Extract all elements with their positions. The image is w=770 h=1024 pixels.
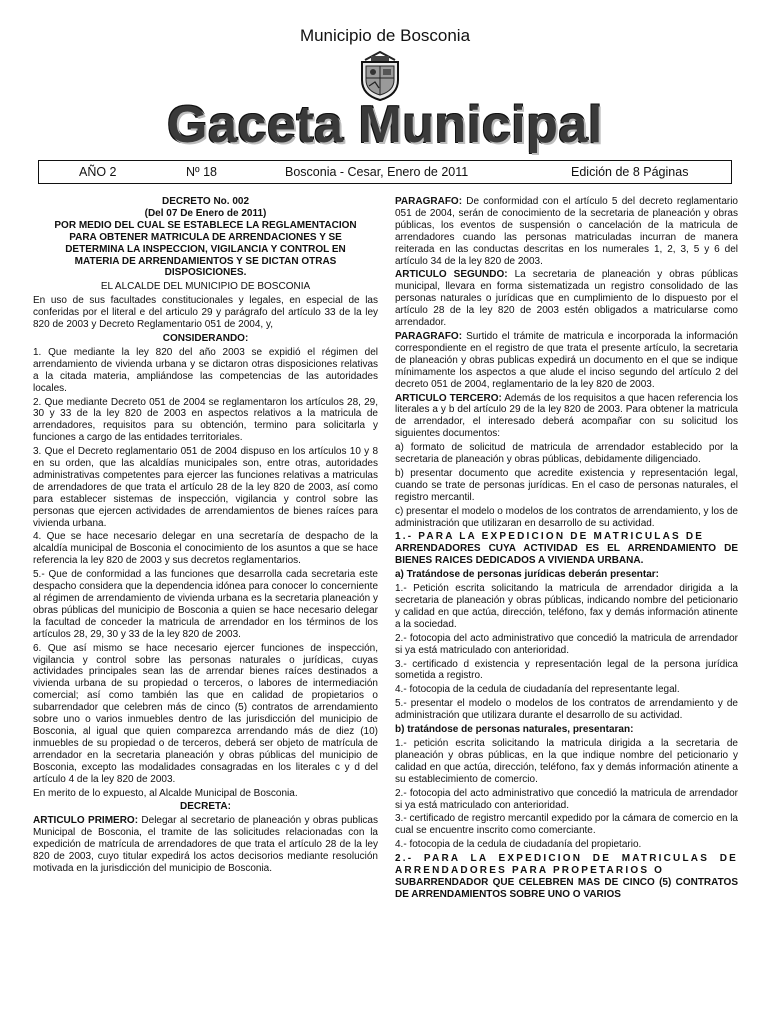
mayor-heading: EL ALCALDE DEL MUNICIPIO DE BOSCONIA <box>100 281 311 293</box>
section-2-heading-cont: SUBARRENDADOR QUE CELEBREN MAS DE CINCO (5) CONTRATOS DE ARRENDAMIENTOS SOBRE UNO O VARIOS <box>395 876 738 900</box>
considerando-2: 2. Que mediante Decreto 051 de 2004 se reglamentaron los artículos 28, 29, 30 y 33 de la ley 820 de 2003 en aspectos relativos a la matricula de arrendadores, requisitos para su obtención, termino para solicitarla y funciones a cargo de las entidades territoriales. <box>33 396 378 444</box>
municipality-name: Municipio de Bosconia <box>299 26 471 45</box>
requirement-a: a) formato de solicitud de matricula de arrendador establecido por la secretaria de planeación y obras públicas, debidamente diligenciado. <box>395 442 738 466</box>
considerando-1: 1. Que mediante la ley 820 del año 2003 se expidió el régimen del arrendamiento de vivienda urbana y se dictaron otras disposiciones relativas a la citada materia, ampliándose las competencias de las autoridades locales. <box>33 346 378 394</box>
newspaper-title: Gaceta Municipal <box>167 96 603 154</box>
paragraph-1 <box>395 196 738 267</box>
natural-persons-item-3: 3.- certificado de registro mercantil expedido por la cámara de comercio en la cual se encuentre inscrito como comerciante. <box>395 813 738 837</box>
issue-place-date: Bosconia - Cesar, Enero de 2011 <box>285 165 469 179</box>
paragraph-1-label: PARAGRAFO: <box>395 196 463 207</box>
article-3 <box>395 393 738 441</box>
issue-info-bar <box>38 160 732 184</box>
article-1-text: Delegar al secretario de planeación y obras publicas Municipal de Bosconia, el tramite de las solicitudes relacionadas con la expedición de matrícula de arrendadores de que trata el artículo 28 de la ley 820 de 2003, cuyo titular expedirá los actos decisorios mediante resolución motivada en la jurisdicción del municipio de Bosconia. <box>33 815 378 874</box>
considerando-3: 3. Que el Decreto reglamentario 051 de 2004 dispuso en los artículos 10 y 8 en su orden, que las alcaldías municipales son, entre otras, autoridades administrativas competentes para ejercer las funciones relativas a matriculas de arrendadores de que trata el artículo 28 de la ley 820 de 2003, así como para establecer sistemas de inspección, vigilancia y control sobre las personas que ejercen actividades de arrendamientos de bienes raíces para vivienda urbana. <box>33 446 378 529</box>
legal-persons-heading: a) Tratándose de personas jurídicas deberán presentar: <box>395 569 659 581</box>
decree-date: (Del 07 De Enero de 2011) <box>144 207 267 219</box>
legal-persons-item-2: 2.- fotocopia del acto administrativo que concedió la matricula de arrendador si ya está matriculado con anterioridad. <box>395 632 738 656</box>
section-1-heading-cont: ARRENDADORES CUYA ACTIVIDAD ES EL ARRENDAMIENTO DE BIENES RAICES DEDICADOS A VIVIENDA URBANA. <box>395 543 738 567</box>
issue-edition: Edición de 8 Páginas <box>571 165 689 179</box>
legal-persons-item-1: 1.- Petición escrita solicitando la matricula de arrendador dirigida a la secretaria de planeación y obras públicas, indicando nombre del peticionario y calidad en que actúa, dirección, teléfono, fax y demás información atinente a la sociedad. <box>395 583 738 630</box>
issue-number: Nº 18 <box>186 165 217 179</box>
natural-persons-item-1: 1.- petición escrita solicitando la matricula dirigida a la secretaria de planeación y obras públicas, en la que indique nombre del peticionario y calidad en que actúa, dirección, teléfono, fax y demás información atinente a su establecimiento de comercio. <box>395 737 738 785</box>
section-2-heading: 2.- PARA LA EXPEDICION DE MATRICULAS DE ARRENDADORES PARA PROPETARIOS O <box>395 853 738 877</box>
legal-persons-item-3: 3.- certificado d existencia y representación legal de la persona jurídica sometida a registro. <box>395 658 738 682</box>
article-1 <box>33 815 378 875</box>
legal-persons-item-4: 4.- fotocopia de la cedula de ciudadanía del representante legal. <box>395 684 680 696</box>
merit-paragraph: En merito de lo expuesto, al Alcalde Municipal de Bosconia. <box>33 787 298 799</box>
decree-subject: POR MEDIO DEL CUAL SE ESTABLECE LA REGLAMENTACION PARA OBTENER MATRICULA DE ARRENDACIONES Y SE DETERMINA LA INSPECCION, VIGILANCIA Y CONTROL EN MATERIA DE ARRENDAMIENTOS Y SE DICTAN OTRAS DISPOSICIONES. <box>54 219 357 279</box>
natural-persons-item-2: 2.- fotocopia del acto administrativo que concedió la matricula de arrendador si ya está matriculado con anterioridad. <box>395 787 738 811</box>
paragraph-2-label: PARAGRAFO: <box>395 330 463 342</box>
article-2-text: La secretaria de planeación y obras públicas municipal, llevara en forma sistematizada un registro consolidado de las personas naturales o jurídicas que en cumplimiento de lo dispuesto por el artículo 28 de la ley 820 de 2003 estén obligados a matricularse como arrendador. <box>395 269 738 329</box>
article-3-label: ARTICULO TERCERO: <box>395 392 502 404</box>
considerando-heading: CONSIDERANDO: <box>162 332 249 344</box>
article-1-label: ARTICULO PRIMERO: <box>33 815 139 827</box>
natural-persons-item-4: 4.- fotocopia de la cedula de ciudadanía del propietario. <box>395 839 642 851</box>
left-column <box>33 196 378 877</box>
article-2-label: ARTICULO SEGUNDO: <box>395 269 508 281</box>
article-3-text: Además de los requisitos a que hacen referencia los literales a y b del artículo 29 de la ley 820 de 2003. Para obtener la matricula de arrendador, el interesado deberá acompañar con su solicitud los siguientes documentos: <box>395 392 738 440</box>
paragraph-1-text: De conformidad con el artículo 5 del decreto reglamentario 051 de 2004, serán de conocimiento de la secretaria de planeación y obras públicas, los eventos de suspensión o cancelación de la matricula de arrendadores cuando las personas matriculadas incurran de manera reiterada en las conductas descritas en los numerales 1, 2, 3, 5 y 6 del artículo 34 de la ley 820 de 2003. <box>395 196 738 267</box>
requirement-b: b) presentar documento que acredite existencia y representación legal, cuando se trate de personas jurídicas. En el caso de personas naturales, el registro mercantil. <box>395 467 738 503</box>
paragraph-2 <box>395 331 738 391</box>
issue-year: AÑO 2 <box>79 165 117 179</box>
decreta-heading: DECRETA: <box>180 801 231 813</box>
natural-persons-heading: b) tratándose de personas naturales, presentaran: <box>395 724 634 736</box>
considerando-4: 4. Que se hace necesario delegar en una secretaría de despacho de la alcaldía municipal de Bosconia el conocimiento de los asuntos a que se hace referencia la ley 820 de 2003 y sus decretos reglamentarios. <box>33 531 378 567</box>
right-column <box>395 196 738 901</box>
legal-persons-item-5: 5.- presentar el modelo o modelos de los contratos de arrendamiento y de administración que utilizara durante el desarrollo de su actividad. <box>395 698 738 722</box>
considerando-6: 6. Que así mismo se hace necesario ejercer funciones de inspección, vigilancia y control sobre las personas naturales o jurídicas, cuyas actividades principales sean las de arrendar bienes raíces destinados a vivienda urbana de su propiedad o terceros, o labores de intermediación comercial; así como también las que en calidad de propietarios o subarrendador que celebren más de cinco (5) contratos de arrendamiento sobre uno o varios inmuebles dentro de las jurisdicción del municipio de Bosconia, al igual que quien comparezca arrendando más de diez (10) inmuebles de su propiedad o de terceros, deberá ser objeto de matrícula de arrendador en la secretaria planeación y obras públicas del municipio de Bosconia, excepto las modalidades consagradas en los literales c y d del artículo 4 de la ley 820 de 2003. <box>33 642 378 785</box>
requirement-c: c) presentar el modelo o modelos de los contratos de arrendamiento, y los de administración que utilizaran en desarrollo de su actividad. <box>395 505 738 529</box>
faculties-paragraph: En uso de sus facultades constitucionales y legales, en especial de las conferidas por el literal e del articulo 29 y parágrafo del artículo 33 de la ley 820 de 2003 y Decreto Reglamentario 051 de 2004, y, <box>33 295 378 331</box>
paragraph-2-text: Surtido el trámite de matricula e incorporada la información correspondiente en el registro de que trata el presente artículo, la secretaria de planeación y obras publicas expedirá un documento en el que se indique mínimamente los aspectos a que alude el inciso segundo del artículo 2 del decreto 051 de 2004, reglamentario de la ley 820 de 2003. <box>395 330 738 390</box>
article-2 <box>395 269 738 329</box>
considerando-5: 5.- Que de conformidad a las funciones que desarrolla cada secretaria este despacho considera que la dependencia idónea para conocer lo concerniente al régimen de arrendamiento de vivienda urbana es la secretaria planeación y obras públicas del municipio de Bosconia a quien se hace necesario delegar la facultad de conceder la matricula de arrendador en los términos de los artículos 28, 29, 30 y 33 de la ley 820 de 2003. <box>33 569 378 640</box>
section-1-heading: 1.- PARA LA EXPEDICION DE MATRICULAS DE <box>395 531 705 543</box>
decree-number: DECRETO No. 002 <box>161 196 250 207</box>
